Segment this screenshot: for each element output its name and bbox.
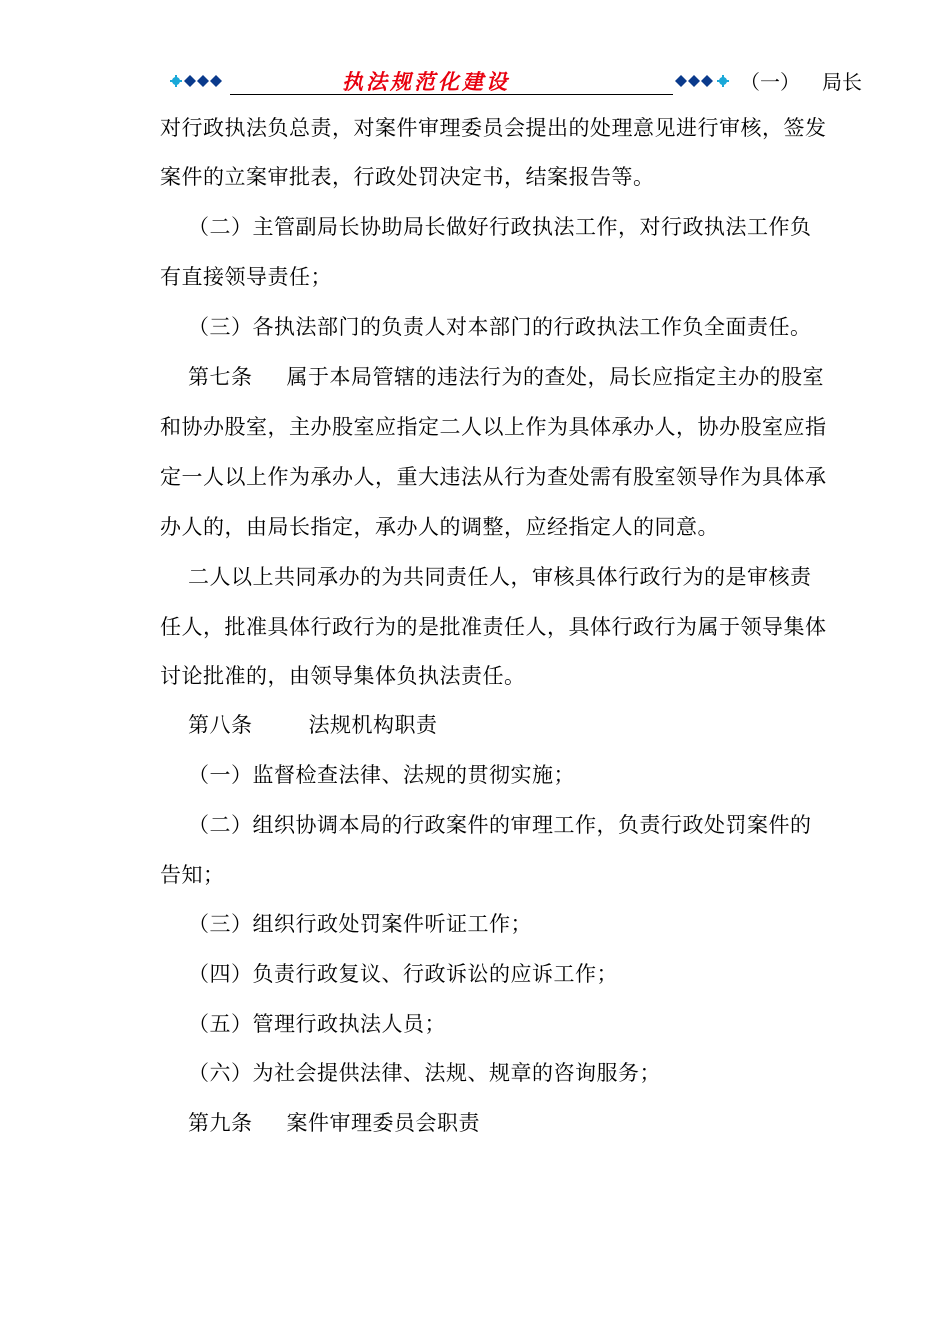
article-8-label: 第八条 [188, 713, 253, 737]
snowflake-icon [170, 75, 182, 87]
text-line: 讨论批准的，由领导集体负执法责任。 [160, 664, 526, 688]
article-9-label: 第九条 [188, 1111, 253, 1135]
section-subject: 局长 [822, 70, 862, 94]
text-line: 办人的，由局长指定，承办人的调整，应经指定人的同意。 [160, 515, 719, 539]
article-7-text: 属于本局管辖的违法行为的查处，局长应指定主办的股室 [286, 365, 824, 389]
text-line: 二人以上共同承办的为共同责任人，审核具体行政行为的是审核责 [188, 565, 812, 589]
list-item: （一）监督检查法律、法规的贯彻实施； [188, 763, 575, 787]
list-item: 告知； [160, 863, 225, 887]
text-line: 任人，批准具体行政行为的是批准责任人，具体行政行为属于领导集体 [160, 615, 827, 639]
header-title-underline [230, 64, 673, 95]
list-item: （四）负责行政复议、行政诉讼的应诉工作； [188, 962, 618, 986]
article-9-line [188, 1107, 480, 1137]
text-line: 有直接领导责任； [160, 265, 332, 289]
page-header [168, 64, 862, 98]
text-line: 定一人以上作为承办人，重大违法从行为查处需有股室领导作为具体承 [160, 465, 827, 489]
article-7-line [188, 361, 824, 391]
diamond-ornament-left-icon [168, 71, 230, 91]
list-item: （五）管理行政执法人员； [188, 1012, 446, 1036]
list-item: （三）组织行政处罚案件听证工作； [188, 912, 532, 936]
header-tail [740, 66, 862, 95]
snowflake-icon [717, 75, 729, 87]
text-line: （二）主管副局长协助局长做好行政执法工作，对行政执法工作负 [188, 215, 812, 239]
article-8-title: 法规机构职责 [308, 713, 438, 737]
header-title: 执法规范化建设 [342, 70, 510, 94]
section-number: （一） [740, 70, 800, 94]
text-line: 对行政执法负总责，对案件审理委员会提出的处理意见进行审核，签发 [160, 116, 827, 140]
article-9-title: 案件审理委员会职责 [286, 1111, 480, 1135]
text-line: （三）各执法部门的负责人对本部门的行政执法工作负全面责任。 [188, 315, 812, 339]
text-line: 和协办股室，主办股室应指定二人以上作为具体承办人，协办股室应指 [160, 415, 827, 439]
diamond-ornament-right-icon [673, 71, 735, 91]
article-7-label: 第七条 [188, 365, 253, 389]
list-item: （二）组织协调本局的行政案件的审理工作，负责行政处罚案件的 [188, 813, 812, 837]
text-line: 案件的立案审批表，行政处罚决定书，结案报告等。 [160, 165, 655, 189]
list-item: （六）为社会提供法律、法规、规章的咨询服务； [188, 1061, 661, 1085]
article-8-line [188, 709, 438, 739]
